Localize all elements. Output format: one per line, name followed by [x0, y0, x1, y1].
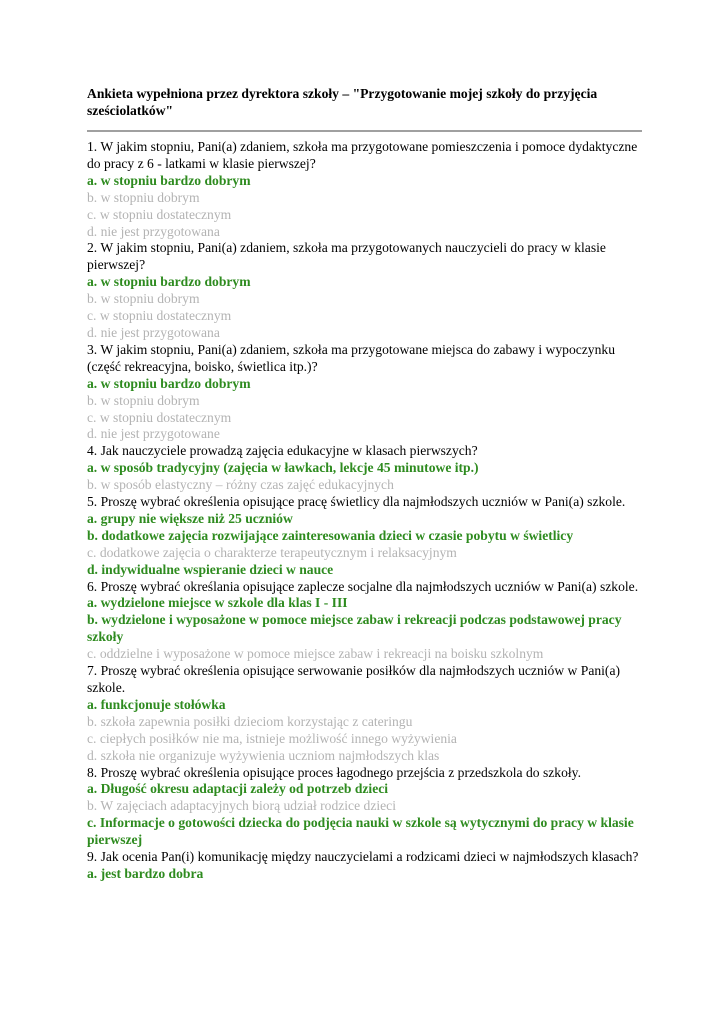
question-text: 7. Proszę wybrać określenia opisujące serwowanie posiłków dla najmłodszych uczniów w Pani(a) szkole. [87, 663, 621, 695]
unselected-answer: d. nie jest przygotowana [87, 223, 220, 239]
selected-answer: a. wydzielone miejsce w szkole dla klas I - III [87, 595, 348, 611]
document-content [87, 85, 642, 883]
unselected-answer: d. szkoła nie organizuje wyżywienia uczniom najmłodszych klas [87, 747, 440, 763]
unselected-answer: b. W zajęciach adaptacyjnych biorą udział rodzice dzieci [87, 798, 396, 814]
question-text: 4. Jak nauczyciele prowadzą zajęcia edukacyjne w klasach pierwszych? [87, 443, 478, 459]
unselected-answer: c. ciepłych posiłków nie ma, istnieje możliwość innego wyżywienia [87, 730, 457, 746]
unselected-answer: b. szkoła zapewnia posiłki dzieciom korzystając z cateringu [87, 713, 413, 729]
unselected-answer: c. dodatkowe zajęcia o charakterze terapeutycznym i relaksacyjnym [87, 544, 457, 560]
unselected-answer: b. w sposób elastyczny – różny czas zajęć edukacyjnych [87, 477, 394, 493]
selected-answer: d. indywidualne wspieranie dzieci w nauce [87, 561, 334, 577]
selected-answer: a. funkcjonuje stołówka [87, 696, 226, 712]
selected-answer: a. Długość okresu adaptacji zależy od potrzeb dzieci [87, 781, 389, 797]
unselected-answer: d. nie jest przygotowana [87, 324, 220, 340]
unselected-answer: b. w stopniu dobrym [87, 392, 200, 408]
unselected-answer: c. w stopniu dostatecznym [87, 308, 232, 324]
selected-answer: b. wydzielone i wyposażone w pomoce miejsce zabaw i rekreacji podczas podstawowej pracy szkoły [87, 612, 622, 645]
selected-answer: a. grupy nie większe niż 25 uczniów [87, 510, 293, 526]
selected-answer: a. w stopniu bardzo dobrym [87, 375, 251, 391]
selected-answer: b. dodatkowe zajęcia rozwijające zainteresowania dzieci w czasie pobytu w świetlicy [87, 527, 574, 543]
question-text: 3. W jakim stopniu, Pani(a) zdaniem, szkoła ma przygotowane miejsca do zabawy i wypoczynku (część rekreacyjna, boisko, świetlica itp.)? [87, 341, 615, 374]
unselected-answer: d. nie jest przygotowane [87, 426, 220, 442]
unselected-answer: c. oddzielne i wyposażone w pomoce miejsce zabaw i rekreacji na boisku szkolnym [87, 646, 544, 662]
selected-answer: a. w sposób tradycyjny (zajęcia w ławkach, lekcje 45 minutowe itp.) [87, 460, 479, 476]
unselected-answer: c. w stopniu dostatecznym [87, 206, 232, 222]
unselected-answer: c. w stopniu dostatecznym [87, 409, 232, 425]
selected-answer: c. Informacje o gotowości dziecka do podjęcia nauki w szkole są wytycznymi do pracy w klasie pierwszej [87, 815, 634, 848]
unselected-answer: b. w stopniu dobrym [87, 291, 200, 307]
question-text: 6. Proszę wybrać określania opisujące zaplecze socjalne dla najmłodszych uczniów w Pani(a) szkole. [87, 578, 639, 594]
question-text: 2. W jakim stopniu, Pani(a) zdaniem, szkoła ma przygotowanych nauczycieli do pracy w klasie pierwszej? [87, 240, 606, 273]
question-list [87, 139, 642, 883]
question-text: 9. Jak ocenia Pan(i) komunikację między nauczycielami a rodzicami dzieci w najmłodszych klasach? [87, 849, 639, 865]
selected-answer: a. jest bardzo dobra [87, 865, 204, 881]
unselected-answer: b. w stopniu dobrym [87, 189, 200, 205]
document-title: Ankieta wypełniona przez dyrektora szkoły – "Przygotowanie mojej szkoły do przyjęcia sześciolatków" [87, 86, 598, 118]
question-text: 8. Proszę wybrać określenia opisujące proces łagodnego przejścia z przedszkola do szkoły. [87, 764, 581, 780]
question-text: 5. Proszę wybrać określenia opisujące pracę świetlicy dla najmłodszych uczniów w Pani(a) szkole. [87, 494, 626, 510]
selected-answer: a. w stopniu bardzo dobrym [87, 274, 251, 290]
selected-answer: a. w stopniu bardzo dobrym [87, 172, 251, 188]
question-text: 1. W jakim stopniu, Pani(a) zdaniem, szkoła ma przygotowane pomieszczenia i pomoce dydaktyczne do pracy z 6 - latkami w klasie pierwszej? [87, 139, 638, 171]
title-divider [87, 130, 642, 132]
